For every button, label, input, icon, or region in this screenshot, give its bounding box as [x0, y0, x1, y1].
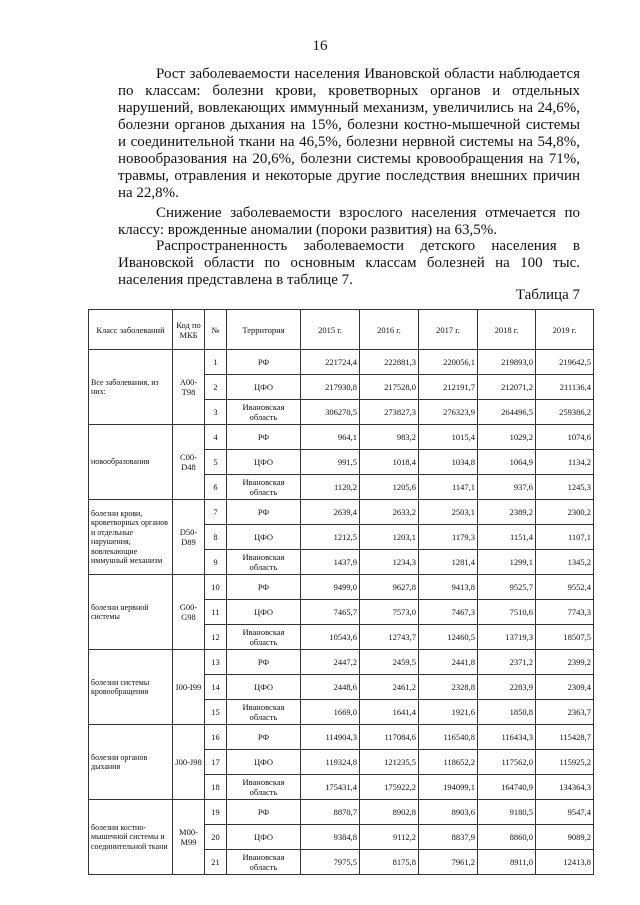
cell-value-2016: 9112,2	[360, 825, 419, 850]
cell-value-2018: 264496,5	[478, 400, 536, 425]
cell-value-2017: 2328,8	[419, 675, 478, 700]
cell-row-number: 6	[205, 475, 227, 500]
cell-icd-code: D50-D89	[173, 500, 205, 575]
cell-value-2015: 9499,0	[301, 575, 360, 600]
cell-territory: ЦФО	[227, 750, 301, 775]
cell-value-2019: 18507,5	[536, 625, 594, 650]
cell-value-2017: 1921,6	[419, 700, 478, 725]
cell-value-2019: 2363,7	[536, 700, 594, 725]
cell-territory: РФ	[227, 650, 301, 675]
cell-icd-code: I00-I99	[173, 650, 205, 725]
cell-icd-code: M00-M99	[173, 800, 205, 875]
cell-value-2019: 134364,3	[536, 775, 594, 800]
cell-value-2016: 2459,5	[360, 650, 419, 675]
cell-value-2019: 259386,2	[536, 400, 594, 425]
cell-value-2017: 1034,8	[419, 450, 478, 475]
cell-territory: РФ	[227, 575, 301, 600]
cell-value-2017: 276323,9	[419, 400, 478, 425]
cell-value-2019: 7743,3	[536, 600, 594, 625]
cell-value-2019: 1134,2	[536, 450, 594, 475]
cell-value-2018: 212071,2	[478, 375, 536, 400]
cell-value-2019: 2300,2	[536, 500, 594, 525]
cell-value-2019: 1107,1	[536, 525, 594, 550]
cell-row-number: 13	[205, 650, 227, 675]
cell-value-2019: 1074,6	[536, 425, 594, 450]
table-body	[89, 350, 594, 875]
cell-row-number: 16	[205, 725, 227, 750]
cell-disease-class: болезни крови, кроветворных органов и отдельные нарушения, вовлекающие иммунный механизм	[89, 500, 173, 575]
cell-territory: РФ	[227, 800, 301, 825]
cell-disease-class: болезни нервной системы	[89, 575, 173, 650]
cell-value-2015: 119324,8	[301, 750, 360, 775]
cell-disease-class: болезни костно-мышечной системы и соединительной ткани	[89, 800, 173, 875]
cell-territory: Ивановская область	[227, 550, 301, 575]
cell-value-2018: 1850,8	[478, 700, 536, 725]
cell-value-2016: 8175,8	[360, 850, 419, 875]
cell-value-2017: 212191,7	[419, 375, 478, 400]
cell-value-2016: 1234,3	[360, 550, 419, 575]
header-year-2017: 2017 г.	[419, 310, 478, 350]
header-number: №	[205, 310, 227, 350]
page-number: 16	[312, 38, 328, 54]
cell-value-2017: 1147,1	[419, 475, 478, 500]
cell-value-2019: 1245,3	[536, 475, 594, 500]
cell-disease-class: новообразования	[89, 425, 173, 500]
cell-territory: Ивановская область	[227, 625, 301, 650]
cell-value-2017: 8837,9	[419, 825, 478, 850]
cell-value-2016: 2633,2	[360, 500, 419, 525]
cell-value-2017: 1015,4	[419, 425, 478, 450]
cell-territory: РФ	[227, 725, 301, 750]
cell-row-number: 17	[205, 750, 227, 775]
cell-value-2016: 117084,6	[360, 725, 419, 750]
cell-value-2019: 1345,2	[536, 550, 594, 575]
paragraph-morbidity-growth: Рост заболеваемости населения Ивановской области наблюдается по классам: болезни крови, кроветворных органов и отдельных нарушений, вовлекающих иммунный механизм, увеличились на 24,6%, болезни органов дыхания на 15%, болезни костно-мышечной системы и соединительной ткани на 46,5%, болезни нервной системы на 54,8%, новообразования на 20,6%, болезни системы кровообращения на 71%, травмы, отравления и некоторые другие последствия внешних причин на 22,8%.	[118, 66, 580, 201]
cell-value-2015: 7465,7	[301, 600, 360, 625]
cell-value-2016: 121235,5	[360, 750, 419, 775]
table-row	[89, 575, 594, 600]
cell-value-2019: 12413,8	[536, 850, 594, 875]
cell-value-2019: 115428,7	[536, 725, 594, 750]
cell-row-number: 3	[205, 400, 227, 425]
cell-value-2018: 219893,0	[478, 350, 536, 375]
cell-row-number: 8	[205, 525, 227, 550]
cell-value-2018: 937,6	[478, 475, 536, 500]
cell-value-2015: 10543,6	[301, 625, 360, 650]
cell-value-2019: 211136,4	[536, 375, 594, 400]
cell-row-number: 10	[205, 575, 227, 600]
table-row	[89, 800, 594, 825]
cell-value-2015: 1669,0	[301, 700, 360, 725]
cell-value-2015: 991,5	[301, 450, 360, 475]
cell-value-2017: 116540,8	[419, 725, 478, 750]
cell-value-2015: 964,1	[301, 425, 360, 450]
cell-value-2016: 1203,1	[360, 525, 419, 550]
cell-value-2016: 2461,2	[360, 675, 419, 700]
cell-icd-code: A00-T98	[173, 350, 205, 425]
cell-territory: ЦФО	[227, 825, 301, 850]
cell-value-2016: 8902,8	[360, 800, 419, 825]
cell-territory: ЦФО	[227, 600, 301, 625]
cell-value-2017: 8903,6	[419, 800, 478, 825]
cell-value-2017: 1281,4	[419, 550, 478, 575]
table-row	[89, 500, 594, 525]
header-year-2018: 2018 г.	[478, 310, 536, 350]
cell-value-2017: 2503,1	[419, 500, 478, 525]
cell-value-2018: 2371,2	[478, 650, 536, 675]
cell-value-2015: 2639,4	[301, 500, 360, 525]
cell-value-2019: 2399,2	[536, 650, 594, 675]
cell-value-2015: 1120,2	[301, 475, 360, 500]
cell-territory: ЦФО	[227, 450, 301, 475]
cell-value-2015: 9384,8	[301, 825, 360, 850]
cell-value-2019: 9552,4	[536, 575, 594, 600]
cell-row-number: 7	[205, 500, 227, 525]
cell-value-2015: 2447,2	[301, 650, 360, 675]
cell-value-2015: 217930,8	[301, 375, 360, 400]
table-row	[89, 725, 594, 750]
cell-value-2016: 175922,2	[360, 775, 419, 800]
header-year-2019: 2019 г.	[536, 310, 594, 350]
cell-territory: Ивановская область	[227, 700, 301, 725]
cell-value-2015: 1212,5	[301, 525, 360, 550]
cell-value-2019: 219642,5	[536, 350, 594, 375]
cell-territory: РФ	[227, 350, 301, 375]
cell-value-2018: 1299,1	[478, 550, 536, 575]
cell-value-2015: 7975,5	[301, 850, 360, 875]
cell-value-2018: 9525,7	[478, 575, 536, 600]
cell-value-2019: 9547,4	[536, 800, 594, 825]
cell-row-number: 9	[205, 550, 227, 575]
cell-value-2015: 175431,4	[301, 775, 360, 800]
cell-value-2015: 8870,7	[301, 800, 360, 825]
paragraph-children-prevalence: Распространенность заболеваемости детского населения в Ивановской области по основным классам болезней на 100 тыс. населения представлена в таблице 7.	[118, 238, 580, 288]
cell-value-2018: 2389,2	[478, 500, 536, 525]
cell-row-number: 12	[205, 625, 227, 650]
cell-row-number: 19	[205, 800, 227, 825]
cell-value-2015: 2448,6	[301, 675, 360, 700]
cell-row-number: 21	[205, 850, 227, 875]
cell-value-2017: 194099,1	[419, 775, 478, 800]
table-header-row	[89, 310, 594, 350]
cell-value-2018: 13719,3	[478, 625, 536, 650]
cell-value-2017: 7961,2	[419, 850, 478, 875]
cell-value-2019: 115925,2	[536, 750, 594, 775]
header-year-2015: 2015 г.	[301, 310, 360, 350]
cell-value-2015: 1437,9	[301, 550, 360, 575]
cell-value-2018: 164740,9	[478, 775, 536, 800]
cell-value-2016: 12743,7	[360, 625, 419, 650]
cell-value-2018: 1151,4	[478, 525, 536, 550]
cell-value-2018: 9180,5	[478, 800, 536, 825]
cell-value-2018: 8860,0	[478, 825, 536, 850]
table-row	[89, 350, 594, 375]
cell-row-number: 15	[205, 700, 227, 725]
cell-value-2017: 12460,5	[419, 625, 478, 650]
cell-row-number: 1	[205, 350, 227, 375]
cell-value-2018: 1064,9	[478, 450, 536, 475]
cell-row-number: 18	[205, 775, 227, 800]
cell-value-2016: 217528,0	[360, 375, 419, 400]
cell-value-2016: 7573,0	[360, 600, 419, 625]
cell-value-2016: 1641,4	[360, 700, 419, 725]
cell-value-2017: 118652,2	[419, 750, 478, 775]
cell-value-2018: 2283,9	[478, 675, 536, 700]
table-caption: Таблица 7	[515, 287, 580, 303]
cell-value-2017: 220056,1	[419, 350, 478, 375]
morbidity-table	[88, 309, 594, 875]
cell-value-2016: 1205,6	[360, 475, 419, 500]
cell-value-2015: 306270,5	[301, 400, 360, 425]
cell-territory: Ивановская область	[227, 775, 301, 800]
cell-value-2018: 117562,0	[478, 750, 536, 775]
cell-disease-class: болезни органов дыхания	[89, 725, 173, 800]
cell-value-2017: 7467,3	[419, 600, 478, 625]
cell-territory: ЦФО	[227, 525, 301, 550]
cell-row-number: 2	[205, 375, 227, 400]
header-class: Класс заболеваний	[89, 310, 173, 350]
table-row	[89, 425, 594, 450]
cell-value-2019: 2309,4	[536, 675, 594, 700]
cell-value-2019: 9089,2	[536, 825, 594, 850]
cell-row-number: 4	[205, 425, 227, 450]
cell-territory: РФ	[227, 500, 301, 525]
cell-value-2016: 983,2	[360, 425, 419, 450]
header-code: Код по МКБ	[173, 310, 205, 350]
cell-icd-code: J00-J98	[173, 725, 205, 800]
cell-value-2017: 9413,8	[419, 575, 478, 600]
cell-icd-code: G00-G98	[173, 575, 205, 650]
header-territory: Территория	[227, 310, 301, 350]
cell-territory: РФ	[227, 425, 301, 450]
cell-territory: Ивановская область	[227, 400, 301, 425]
cell-value-2015: 221724,4	[301, 350, 360, 375]
cell-value-2018: 7510,6	[478, 600, 536, 625]
cell-territory: Ивановская область	[227, 475, 301, 500]
cell-row-number: 5	[205, 450, 227, 475]
cell-territory: ЦФО	[227, 675, 301, 700]
cell-icd-code: C00-D48	[173, 425, 205, 500]
cell-value-2016: 1018,4	[360, 450, 419, 475]
cell-disease-class: болезни системы кровообращения	[89, 650, 173, 725]
cell-value-2015: 114904,3	[301, 725, 360, 750]
cell-territory: ЦФО	[227, 375, 301, 400]
paragraph-morbidity-decline: Снижение заболеваемости взрослого населения отмечается по классу: врожденные аномалии (пороки развития) на 63,5%.	[118, 205, 580, 238]
cell-territory: Ивановская область	[227, 850, 301, 875]
cell-value-2016: 222881,3	[360, 350, 419, 375]
cell-disease-class: Все заболевания, из них:	[89, 350, 173, 425]
cell-value-2016: 273827,3	[360, 400, 419, 425]
cell-row-number: 20	[205, 825, 227, 850]
cell-row-number: 11	[205, 600, 227, 625]
header-year-2016: 2016 г.	[360, 310, 419, 350]
cell-value-2018: 116434,3	[478, 725, 536, 750]
cell-value-2018: 1029,2	[478, 425, 536, 450]
table-row	[89, 650, 594, 675]
cell-value-2017: 2441,8	[419, 650, 478, 675]
cell-value-2017: 1179,3	[419, 525, 478, 550]
cell-value-2018: 8911,0	[478, 850, 536, 875]
cell-value-2016: 9627,8	[360, 575, 419, 600]
cell-row-number: 14	[205, 675, 227, 700]
